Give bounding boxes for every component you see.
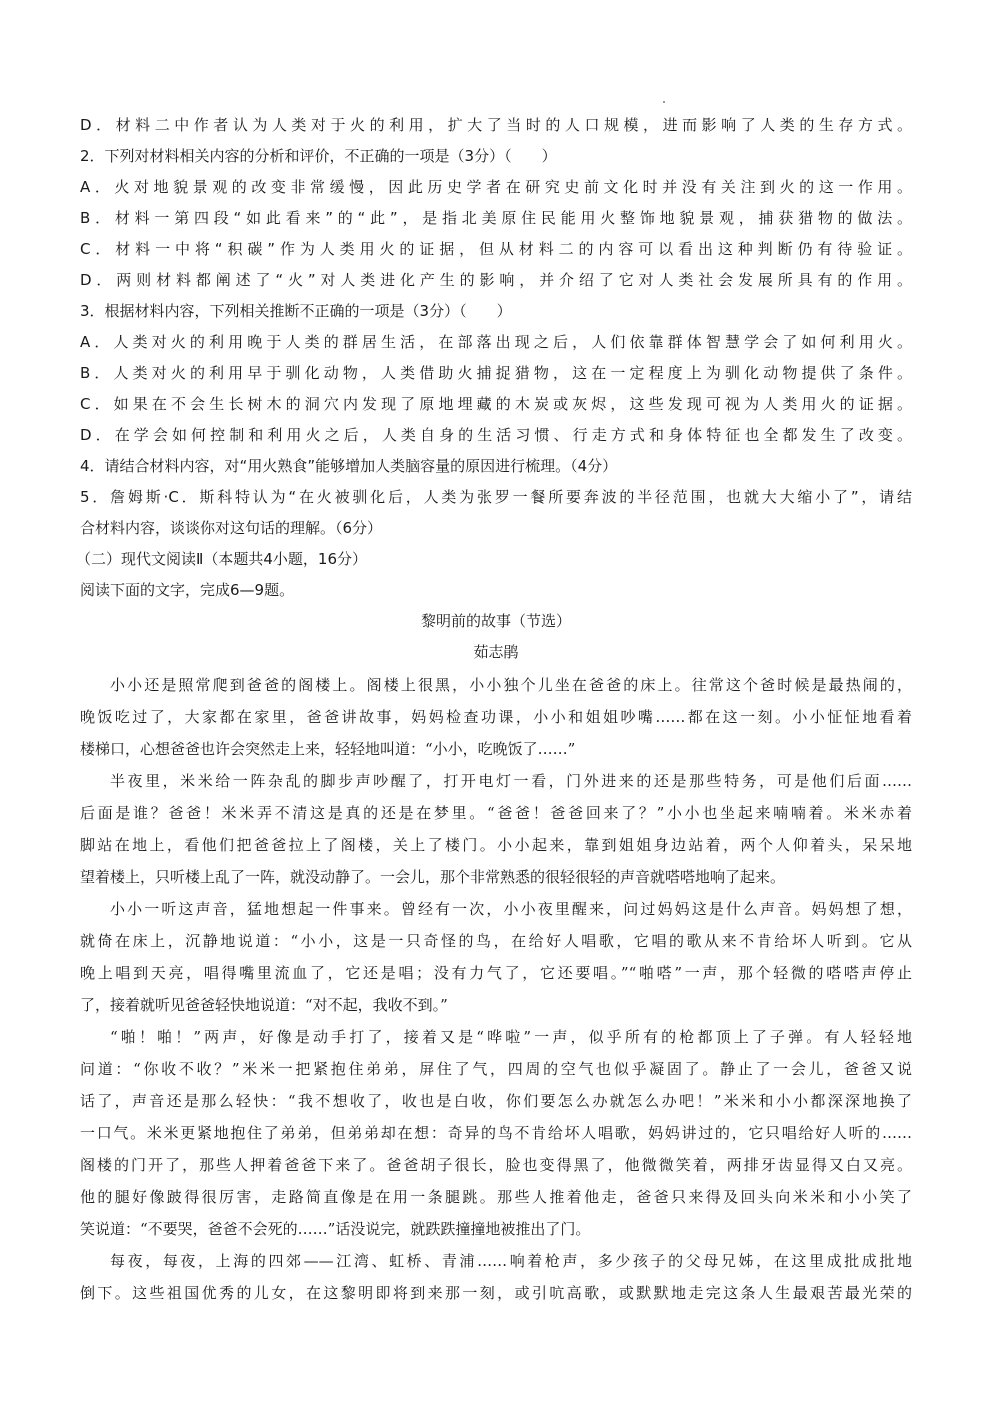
question-5-line-1: 5．詹姆斯·C．斯科特认为“在火被驯化后，人类为张罗一餐所要奔波的半径范围，也就大大缩小了”，请结 — [80, 488, 912, 506]
question-4: 4．请结合材料内容，对“用火熟食”能够增加人类脑容量的原因进行梳理。（4分） — [80, 457, 618, 475]
story-paragraph-2-line-1: 半夜里，米米给一阵杂乱的脚步声吵醒了，打开电灯一看，门外进来的还是那些特务，可是他们后面…… — [110, 772, 912, 790]
question-3-option-d: D．在学会如何控制和利用火之后，人类自身的生活习惯、行走方式和身体特征也全都发生了改变。 — [80, 426, 912, 444]
question-2-stem: 2．下列对材料相关内容的分析和评价，不正确的一项是（3分）（ ） — [80, 147, 557, 165]
story-paragraph-3-line-2: 就倚在床上，沉静地说道：“小小，这是一只奇怪的鸟，在给好人唱歌，它唱的歌从来不肯给坏人听到。它从 — [80, 932, 912, 950]
story-paragraph-3-line-1: 小小一听这声音，猛地想起一件事来。曾经有一次，小小夜里醒来，问过妈妈这是什么声音。妈妈想了想， — [110, 900, 912, 918]
story-paragraph-4-line-5: 阁楼的门开了，那些人押着爸爸下来了。爸爸胡子很长，脸也变得黑了，他微微笑着，两排牙齿显得又白又亮。 — [80, 1156, 912, 1174]
story-paragraph-4-line-4: 一口气。米米更紧地抱住了弟弟，但弟弟却在想：奇异的鸟不肯给坏人唱歌，妈妈讲过的，它只唱给好人听的…… — [80, 1124, 912, 1142]
story-paragraph-1-line-3: 楼梯口，心想爸爸也许会突然走上来，轻轻地叫道：“小小，吃晚饭了……” — [80, 740, 576, 758]
question-3-option-a: A．人类对火的利用晚于人类的群居生活，在部落出现之后，人们依靠群体智慧学会了如何利用火。 — [80, 333, 912, 351]
story-paragraph-2-line-2: 后面是谁？爸爸！米米弄不清这是真的还是在梦里。“爸爸！爸爸回来了？”小小也坐起来喃喃着。米米赤着 — [80, 804, 912, 822]
story-paragraph-4-line-1: “啪！啪！”两声，好像是动手打了，接着又是“哗啦”一声，似乎所有的枪都顶上了子弹。有人轻轻地 — [110, 1028, 912, 1046]
story-paragraph-3-line-3: 晚上唱到天亮，唱得嘴里流血了，它还是唱；没有力气了，它还要唱。”“啪嗒”一声，那个轻微的嗒嗒声停止 — [80, 964, 912, 982]
story-paragraph-4-line-2: 问道：“你收不收？”米米一把紧抱住弟弟，屏住了气，四周的空气也似乎凝固了。静止了一会儿，爸爸又说 — [80, 1060, 912, 1078]
story-paragraph-4-line-3: 话了，声音还是那么轻快：“我不想收了，收也是白收，你们要怎么办就怎么办吧！”米米和小小都深深地换了 — [80, 1092, 912, 1110]
story-paragraph-1-line-2: 晚饭吃过了，大家都在家里，爸爸讲故事，妈妈检查功课，小小和姐姐吵嘴……都在这一刻。小小怔怔地看着 — [80, 708, 912, 726]
story-paragraph-4-line-7: 笑说道：“不要哭，爸爸不会死的……”话没说完，就跌跌撞撞地被推出了门。 — [80, 1220, 591, 1238]
story-paragraph-5-line-2: 倒下。这些祖国优秀的儿女，在这黎明即将到来那一刻，或引吭高歌，或默默地走完这条人生最艰苦最光荣的 — [80, 1284, 912, 1302]
question-3-option-c: C．如果在不会生长树木的洞穴内发现了原地埋藏的木炭或灰烬，这些发现可视为人类用火的证据。 — [80, 395, 912, 413]
question-2-option-a: A．火对地貌景观的改变非常缓慢，因此历史学者在研究史前文化时并没有关注到火的这一作用。 — [80, 178, 912, 196]
story-paragraph-2-line-3: 脚站在地上，看他们把爸爸拉上了阁楼，关上了楼门。小小起来，靠到姐姐身边站着，两个人仰着头，呆呆地 — [80, 836, 912, 854]
story-author: 茹志鹃 — [473, 643, 519, 661]
story-paragraph-2-line-4: 望着楼上，只听楼上乱了一阵，就没动静了。一会儿，那个非常熟悉的很轻很轻的声音就嗒嗒地响了起来。 — [80, 868, 786, 886]
question-2-option-d: D．两则材料都阐述了“火”对人类进化产生的影响，并介绍了它对人类社会发展所具有的作用。 — [80, 271, 912, 289]
story-title: 黎明前的故事（节选） — [420, 612, 571, 630]
story-paragraph-3-line-4: 了，接着就听见爸爸轻快地说道：“对不起，我收不到。” — [80, 996, 448, 1014]
question-3-option-b: B．人类对火的利用早于驯化动物，人类借助火捕捉猎物，这在一定程度上为驯化动物提供了条件。 — [80, 364, 912, 382]
scan-speck — [663, 101, 665, 103]
reading-instruction: 阅读下面的文字，完成6—9题。 — [80, 581, 295, 599]
question-1-option-d: D．材料二中作者认为人类对于火的利用，扩大了当时的人口规模，进而影响了人类的生存方式。 — [80, 116, 912, 134]
section-heading: （二）现代文阅读Ⅱ（本题共4小题，16分） — [76, 550, 368, 568]
story-paragraph-5-line-1: 每夜，每夜，上海的四郊——江湾、虹桥、青浦……响着枪声，多少孩子的父母兄姊，在这里成批成批地 — [110, 1252, 912, 1270]
question-3-stem: 3．根据材料内容，下列相关推断不正确的一项是（3分）（ ） — [80, 302, 512, 320]
question-5-line-2: 合材料内容，谈谈你对这句话的理解。（6分） — [80, 519, 383, 537]
question-2-option-b: B．材料一第四段“如此看来”的“此”，是指北美原住民能用火整饰地貌景观，捕获猎物的做法。 — [80, 209, 912, 227]
story-paragraph-4-line-6: 他的腿好像跛得很厉害，走路简直像是在用一条腿跳。那些人推着他走，爸爸只来得及回头向米米和小小笑了 — [80, 1188, 912, 1206]
story-paragraph-1-line-1: 小小还是照常爬到爸爸的阁楼上。阁楼上很黑，小小独个儿坐在爸爸的床上。往常这个爸时候是最热闹的， — [110, 676, 912, 694]
question-2-option-c: C．材料一中将“积碳”作为人类用火的证据，但从材料二的内容可以看出这种判断仍有待验证。 — [80, 240, 912, 258]
